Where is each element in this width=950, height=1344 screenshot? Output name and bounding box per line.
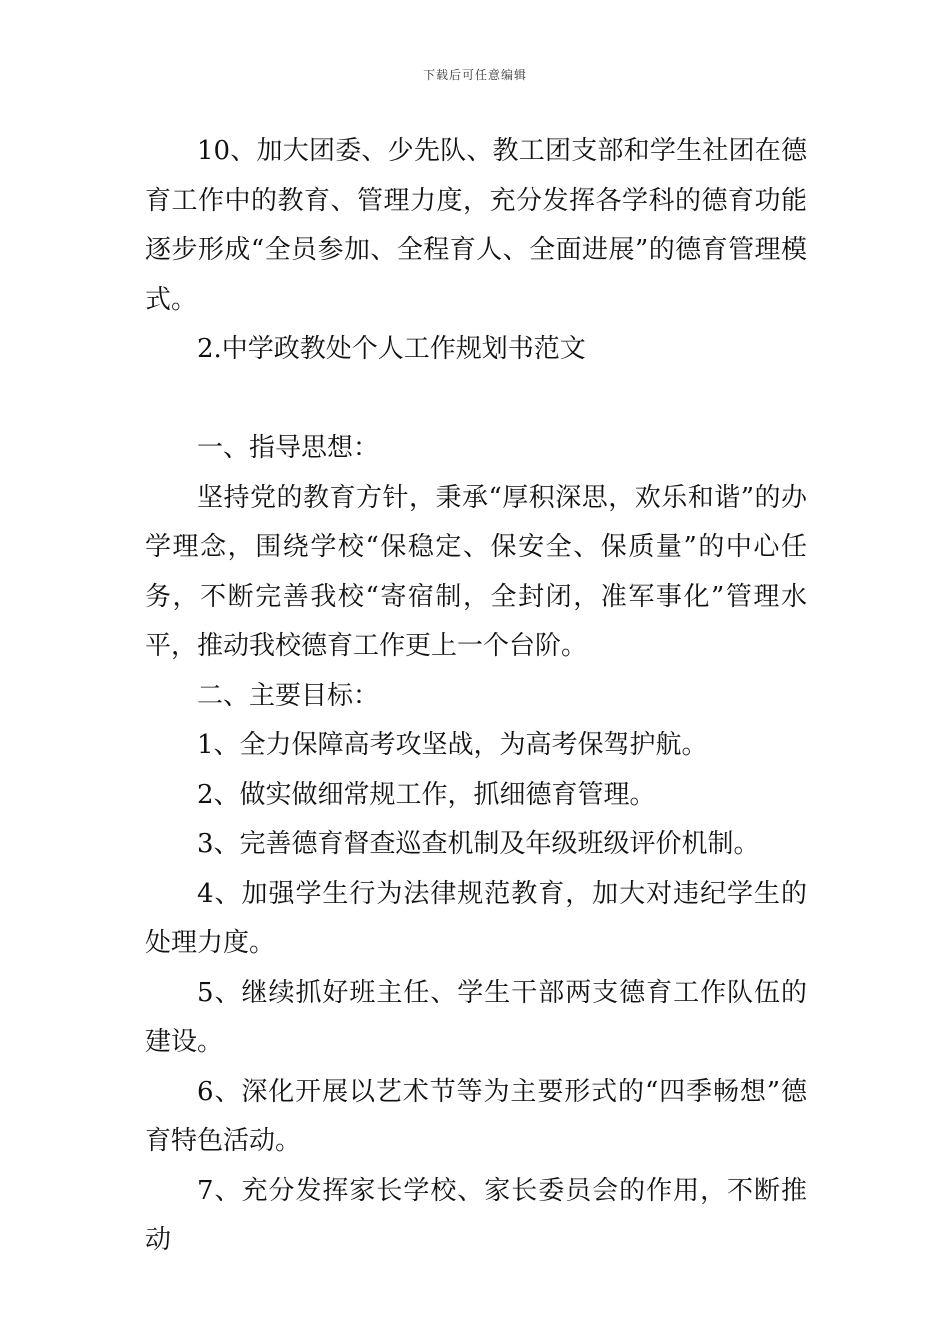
heading-guiding-thought: 一、指导思想： — [197, 433, 380, 463]
goal-item-7: 7、充分发挥家长学校、家长委员会的作用，不断推动 — [145, 1175, 807, 1255]
page-header: 下载后可任意编辑 — [422, 68, 527, 82]
goal-item-6: 6、深化开展以艺术节等为主要形式的“四季畅想”德育特色活动。 — [145, 1076, 807, 1156]
blank-line — [145, 375, 807, 425]
document-body — [145, 127, 807, 1266]
paragraph-item-10: 10、加大团委、少先队、教工团支部和学生社团在德育工作中的教育、管理力度，充分发挥各学科的德育功能逐步形成“全员参加、全程育人、全面进展”的德育管理模式。 — [145, 136, 807, 315]
goal-item-3: 3、完善德育督查巡查机制及年级班级评价机制。 — [197, 829, 760, 859]
paragraph-guiding-thought: 坚持党的教育方针，秉承“厚积深思，欢乐和谐”的办学理念，围绕学校“保稳定、保安全、保质量”的中心任务，不断完善我校“寄宿制，全封闭，准军事化”管理水平，推动我校德育工作更上一个台阶。 — [145, 482, 807, 661]
goal-item-1: 1、全力保障高考攻坚战，为高考保驾护航。 — [197, 730, 708, 760]
goal-item-2: 2、做实做细常规工作，抓细德育管理。 — [197, 779, 656, 810]
heading-main-goals: 二、主要目标： — [197, 680, 380, 711]
goal-item-4: 4、加强学生行为法律规范教育，加大对违纪学生的处理力度。 — [145, 878, 807, 958]
section-title: 2.中学政教处个人工作规划书范文 — [197, 334, 586, 364]
goal-item-5: 5、继续抓好班主任、学生干部两支德育工作队伍的建设。 — [145, 977, 807, 1057]
